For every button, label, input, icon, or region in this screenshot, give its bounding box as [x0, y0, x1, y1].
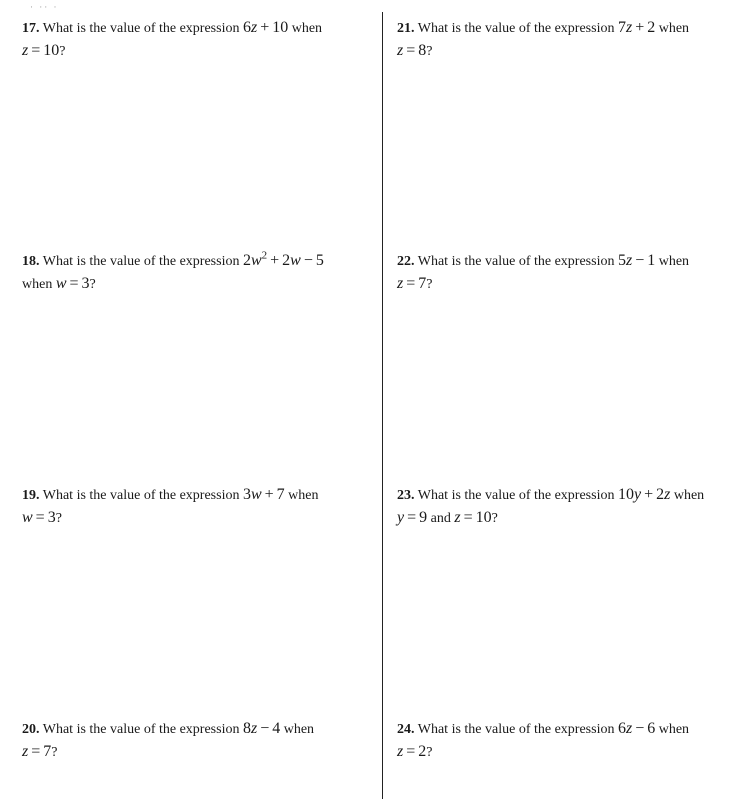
- problem-number: 21.: [397, 21, 415, 36]
- when-word: when: [288, 488, 319, 503]
- problem-23: [397, 484, 704, 530]
- problem-17: [22, 17, 322, 63]
- problem-line-2: z = 7?: [22, 743, 58, 760]
- problem-line-2: y = 9 and z = 10?: [397, 509, 498, 526]
- problem-line-1: [397, 718, 689, 741]
- expression: 6z + 10: [242, 19, 289, 36]
- expression: 3w + 7: [242, 486, 285, 503]
- problem-prompt: What is the value of the expression: [417, 254, 615, 269]
- expression: 7z + 2: [617, 19, 656, 36]
- problem-18: [22, 250, 324, 296]
- problem-number: 23.: [397, 488, 415, 503]
- when-word: when: [658, 722, 690, 737]
- problem-24: [397, 718, 689, 764]
- condition: z = 10: [22, 42, 60, 59]
- scan-specks: · ·· ·: [30, 2, 59, 12]
- problem-22: [397, 250, 689, 296]
- expression: 8z − 4: [242, 720, 281, 737]
- problem-number: 18.: [22, 254, 40, 269]
- column-divider: [382, 12, 383, 799]
- problem-line-2: z = 10?: [22, 42, 66, 59]
- problem-number: 22.: [397, 254, 415, 269]
- expression: $2w^2 + 2w - 5$: [242, 249, 324, 269]
- problem-20: [22, 718, 314, 764]
- condition-2: z = 10: [454, 509, 492, 526]
- problem-line-1: [397, 17, 689, 40]
- condition: z = 2: [397, 743, 427, 760]
- problem-line-1: [397, 250, 689, 273]
- problem-line-2: z = 7?: [397, 275, 433, 292]
- condition: z = 7: [22, 743, 52, 760]
- condition: w = 3: [55, 275, 90, 292]
- problem-line-1: [22, 17, 322, 40]
- problem-number: 24.: [397, 722, 415, 737]
- problem-prompt: What is the value of the expression: [417, 722, 615, 737]
- problem-line-1: [22, 484, 319, 507]
- problem-prompt: What is the value of the expression: [417, 21, 615, 36]
- expression: 6z − 6: [617, 720, 656, 737]
- expression: 10y + 2z: [617, 486, 671, 503]
- problem-line-2: w = 3?: [22, 509, 62, 526]
- problem-line-1: [397, 484, 704, 507]
- problem-prompt: What is the value of the expression: [42, 254, 240, 269]
- problem-line-1: [22, 250, 324, 273]
- problem-line-2: z = 8?: [397, 42, 433, 59]
- problem-21: [397, 17, 689, 63]
- when-word: when: [658, 21, 690, 36]
- problem-prompt: What is the value of the expression: [42, 488, 240, 503]
- problem-number: 20.: [22, 722, 40, 737]
- condition: z = 7: [397, 275, 427, 292]
- when-word: when: [291, 21, 323, 36]
- when-word: when: [22, 277, 53, 292]
- problem-line-2: z = 2?: [397, 743, 433, 760]
- when-word: when: [658, 254, 690, 269]
- condition: z = 8: [397, 42, 427, 59]
- problem-prompt: What is the value of the expression: [42, 722, 240, 737]
- problem-number: 19.: [22, 488, 40, 503]
- problem-19: [22, 484, 319, 530]
- when-word: when: [283, 722, 315, 737]
- condition: y = 9: [397, 509, 428, 526]
- problem-line-2: when w = 3?: [22, 275, 96, 292]
- problem-prompt: What is the value of the expression: [42, 21, 240, 36]
- and-word: and: [430, 511, 451, 526]
- problem-number: 17.: [22, 21, 40, 36]
- expression: 5z − 1: [617, 252, 656, 269]
- when-word: when: [673, 488, 705, 503]
- problem-line-1: [22, 718, 314, 741]
- condition: w = 3: [22, 509, 56, 526]
- problem-prompt: What is the value of the expression: [417, 488, 615, 503]
